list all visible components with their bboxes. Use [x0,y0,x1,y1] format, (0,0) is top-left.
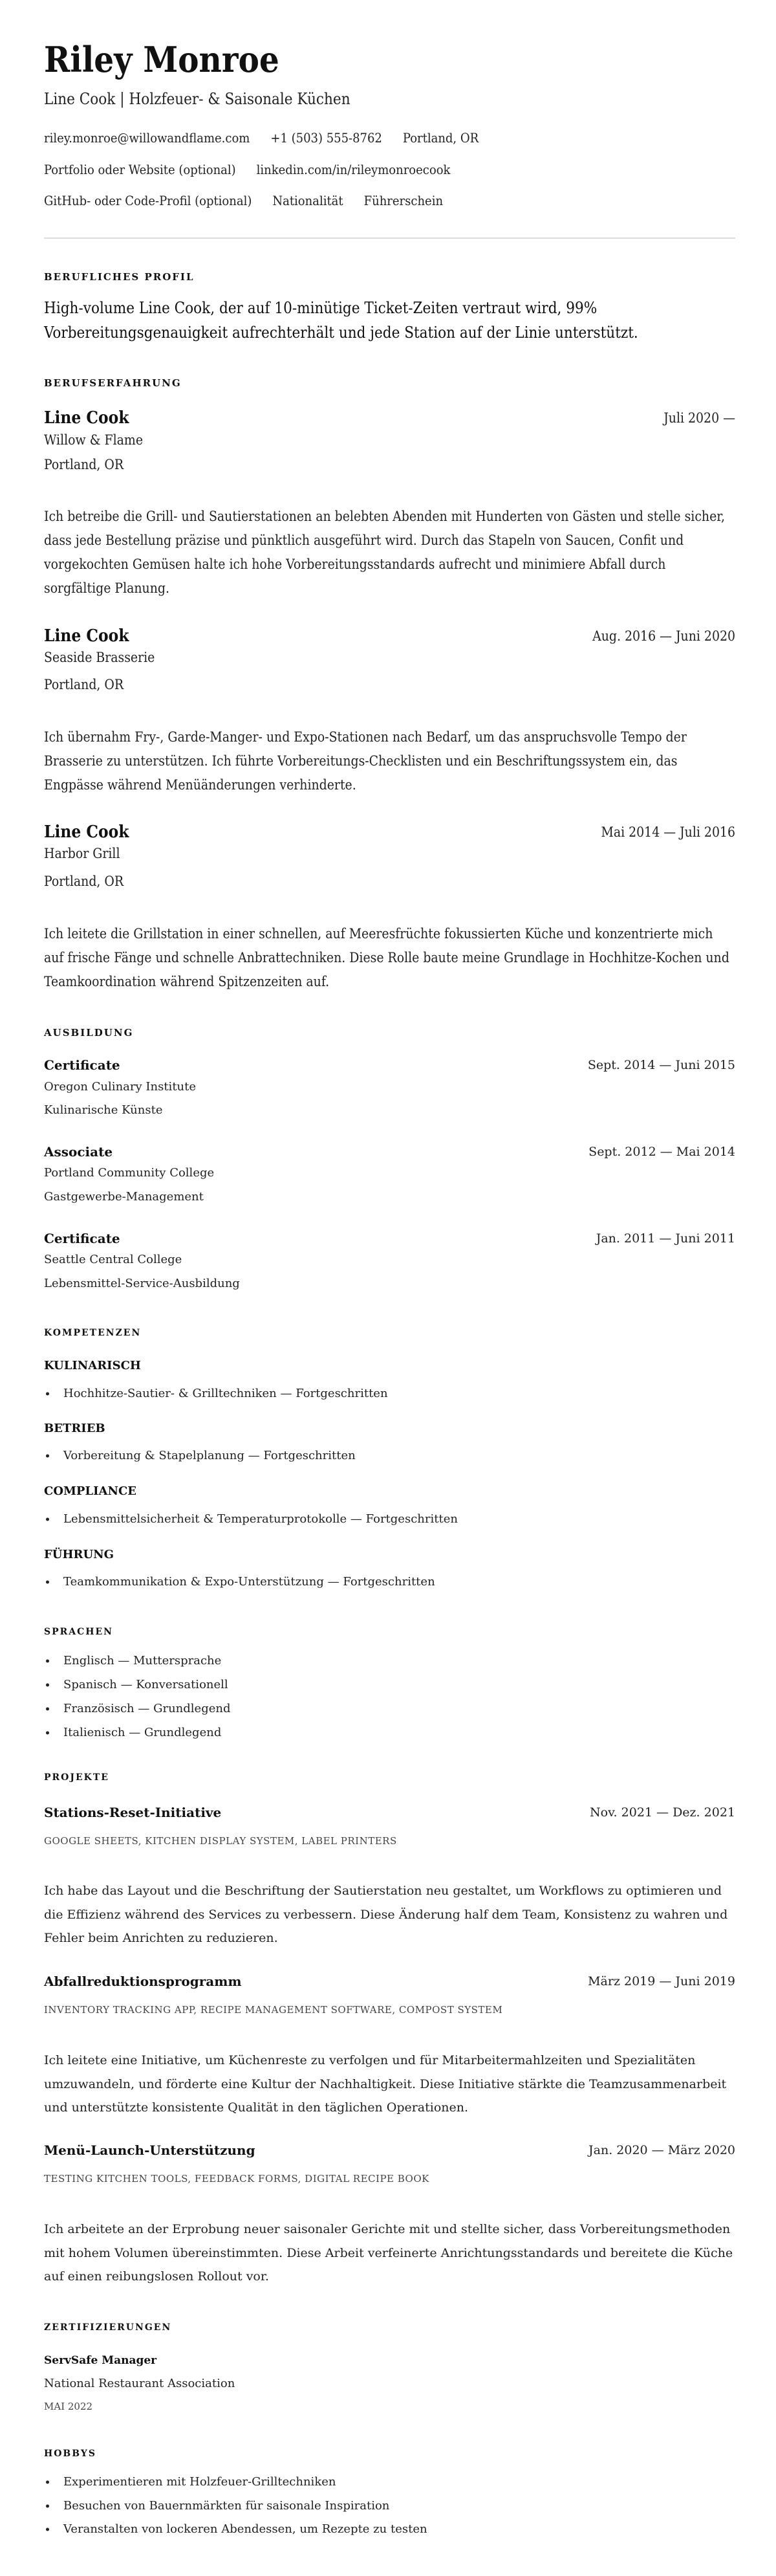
job-description: Ich betreibe die Grill- und Sautierstationen an belebten Abenden mit Hunderten von Gästen und stelle sicher, dass jede Bestellung präzise und pünktlich ausgeführt wird. Durch das Stapeln von Saucen, Confit und vorgekochten Gemüsen halte ich hohe Vorbereitungsstandards aufrecht und minimiere Abfall durch sorgfältige Planung. [44,509,725,596]
contact-row [44,129,479,146]
hobby-item: Experimentieren mit Holzfeuer-Grilltechniken [44,2471,427,2494]
job-dates: Aug. 2016 — Juni 2020 [592,628,735,644]
header-divider [44,237,735,239]
degree: Certificate [44,1231,120,1246]
job-company: Harbor Grill [44,846,120,861]
candidate-name: Riley Monroe [44,39,279,80]
job-description: Ich leitete die Grillstation in einer schnellen, auf Meeresfrüchte fokussierten Küche und konzentrierte mich auf frische Fänge und schnelle Anbrattechniken. Diese Rolle baute meine Grundlage in Hochhitze-Kochen und Teamkoordination während Spitzenzeiten auf. [44,926,729,989]
certification-name: ServSafe Manager [44,2354,157,2367]
contact-row [44,161,450,178]
job-title: Line Cook [44,626,129,646]
skill-list [44,1386,388,1402]
github-link[interactable]: GitHub- oder Code-Profil (optional) [44,193,252,208]
project-title: Stations-Reset-Initiative [44,1805,222,1820]
skill-group-title: FÜHRUNG [44,1548,114,1561]
project-dates: März 2019 — Juni 2019 [588,1974,735,1988]
hobby-item: Besuchen von Bauernmärkten für saisonale Inspiration [44,2494,427,2518]
section-heading-education: AUSBILDUNG [44,1027,134,1039]
education-dates: Jan. 2011 — Juni 2011 [596,1231,735,1246]
certification-date: MAI 2022 [44,2401,93,2412]
nationality: Nationalität [272,193,343,208]
project-description: Ich arbeitete an der Erprobung neuer saisonaler Gerichte mit und stellte sicher, dass Vorbereitungsmethoden mit hohem Volumen übereinstimmten. Diese Arbeit verfeinerte Anrichtungsstandards und bereitete die Küche auf einen reibungslosen Rollout vor. [44,2222,733,2284]
project-tags: INVENTORY TRACKING APP, RECIPE MANAGEMENT SOFTWARE, COMPOST SYSTEM [44,2004,503,2016]
project-dates: Jan. 2020 — März 2020 [588,2143,735,2157]
job-title: Line Cook [44,408,129,428]
skill-group-title: COMPLIANCE [44,1484,137,1498]
job-company: Willow & Flame [44,432,144,448]
skill-list [44,1512,458,1527]
section-heading-skills: KOMPETENZEN [44,1328,142,1338]
drivers-license: Führerschein [363,193,444,208]
portfolio-link[interactable]: Portfolio oder Website (optional) [44,162,236,177]
project-dates: Nov. 2021 — Dez. 2021 [590,1805,735,1820]
job-location: Portland, OR [44,874,124,889]
project-title: Abfallreduktionsprogramm [44,1974,242,1989]
job-location: Portland, OR [44,677,124,692]
field-of-study: Lebensmittel-Service-Ausbildung [44,1277,240,1290]
skill-item: Teamkommunikation & Expo-Unterstützung — Fortgeschritten [44,1574,435,1590]
skill-list [44,1574,435,1590]
skill-list [44,1448,356,1464]
linkedin-link[interactable]: linkedin.com/in/rileymonroecook [256,162,451,177]
skill-group-title: BETRIEB [44,1422,105,1435]
school: Seattle Central College [44,1253,182,1266]
hobby-list [44,2471,427,2542]
contact-row [44,192,443,209]
degree: Certificate [44,1057,120,1073]
school: Portland Community College [44,1166,215,1180]
language-list [44,1649,230,1745]
headline: Line Cook | Holzfeuer- & Saisonale Küchen [44,90,350,108]
job-title: Line Cook [44,822,129,842]
certification-issuer: National Restaurant Association [44,2377,235,2390]
job-dates: Juli 2020 — [663,410,735,426]
job-location: Portland, OR [44,457,124,472]
section-heading-certifications: ZERTIFIZIERUNGEN [44,2322,172,2333]
job-description: Ich übernahm Fry-, Garde-Manger- und Expo-Stationen nach Bedarf, um das anspruchsvolle Tempo der Brasserie zu unterstützen. Ich führte Vorbereitungs-Checklisten und ein Beschriftungssystem ein, das Engpässe während Menüänderungen verhinderte. [44,729,687,793]
profile-summary: High-volume Line Cook, der auf 10-minütige Ticket-Zeiten vertraut wird, 99% Vorbereitungsgenauigkeit aufrechterhält und jede Station auf der Linie unterstützt. [44,299,638,342]
skill-group-title: KULINARISCH [44,1359,141,1372]
project-tags: TESTING KITCHEN TOOLS, FEEDBACK FORMS, DIGITAL RECIPE BOOK [44,2173,429,2185]
language-item: Spanisch — Konversationell [44,1673,230,1697]
language-item: Englisch — Muttersprache [44,1649,230,1673]
phone: +1 (503) 555-8762 [270,130,382,146]
field-of-study: Kulinarische Künste [44,1103,163,1117]
section-heading-profile: BERUFLICHES PROFIL [44,271,195,283]
skill-item: Vorbereitung & Stapelplanung — Fortgeschritten [44,1448,356,1464]
section-heading-projects: PROJEKTE [44,1772,109,1783]
project-title: Menü-Launch-Unterstützung [44,2142,255,2158]
section-heading-experience: BERUFSERFAHRUNG [44,377,182,389]
job-company: Seaside Brasserie [44,650,155,665]
project-tags: GOOGLE SHEETS, KITCHEN DISPLAY SYSTEM, LABEL PRINTERS [44,1835,397,1847]
section-heading-languages: SPRACHEN [44,1627,113,1637]
education-dates: Sept. 2014 — Juni 2015 [587,1058,735,1072]
project-description: Ich leitete eine Initiative, um Küchenreste zu verfolgen und für Mitarbeitermahlzeiten und Spezialitäten umzuwandeln, und förderte eine Kultur der Nachhaltigkeit. Diese Initiative stärkte die Teamzusammenarbeit und unterstützte konsistente Qualität in den täglichen Operationen. [44,2053,727,2115]
degree: Associate [44,1144,113,1160]
field-of-study: Gastgewerbe-Management [44,1190,204,1204]
hobby-item: Veranstalten von lockeren Abendessen, um Rezepte zu testen [44,2518,427,2542]
school: Oregon Culinary Institute [44,1080,197,1094]
education-dates: Sept. 2012 — Mai 2014 [588,1145,735,1159]
skill-item: Hochhitze-Sautier- & Grilltechniken — Fortgeschritten [44,1386,388,1402]
job-dates: Mai 2014 — Juli 2016 [601,824,735,840]
language-item: Italienisch — Grundlegend [44,1721,230,1745]
email-link[interactable]: riley.monroe@willowandflame.com [44,130,250,146]
skill-item: Lebensmittelsicherheit & Temperaturprotokolle — Fortgeschritten [44,1512,458,1527]
project-description: Ich habe das Layout und die Beschriftung der Sautierstation neu gestaltet, um Workflows zu optimieren und die Effizienz während des Services zu verbessern. Diese Änderung half dem Team, Konsistenz zu wahren und Fehler beim Anrichten zu reduzieren. [44,1884,728,1945]
section-heading-hobbies: HOBBYS [44,2449,96,2459]
location: Portland, OR [402,130,479,146]
language-item: Französisch — Grundlegend [44,1697,230,1721]
